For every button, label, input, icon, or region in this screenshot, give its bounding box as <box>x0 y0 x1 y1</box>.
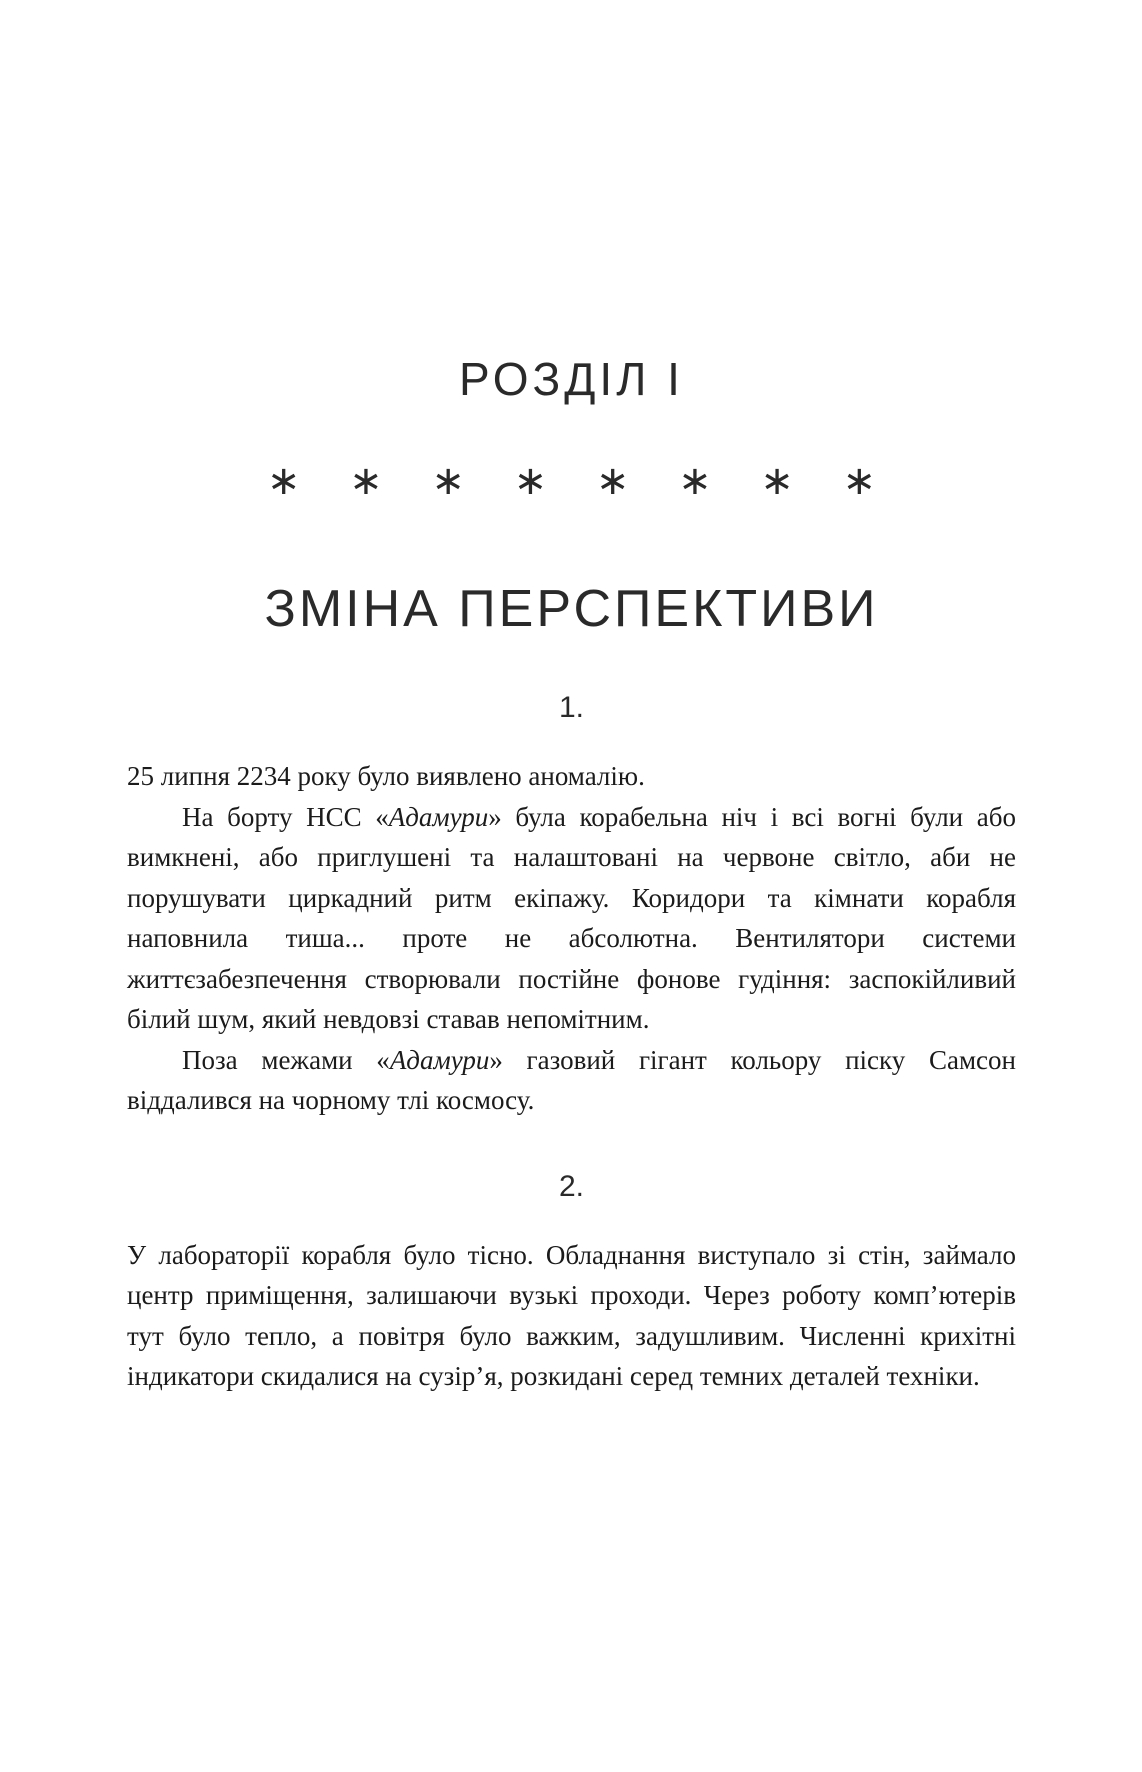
ship-name-italic: Адамури <box>388 801 489 832</box>
section-number: 2. <box>558 1169 585 1203</box>
paragraph <box>127 1040 1016 1121</box>
text-run: Поза межами « <box>182 1044 390 1075</box>
text-run: 25 липня 2234 року було виявлено аномалію. <box>127 761 645 792</box>
text-run: » газовий гігант кольору піску Самсон віддалився на чорному тлі космосу. <box>127 1044 1016 1116</box>
book-title: ЗМІНА ПЕРСПЕКТИВИ <box>264 580 879 639</box>
paragraph <box>127 756 1016 797</box>
paragraph <box>127 1235 1016 1397</box>
paragraph <box>127 797 1016 1040</box>
sections-container <box>127 690 1016 1397</box>
text-run: » була корабельна ніч і всі вогні були або вимкнені, або приглушені та налаштовані на червоне світло, аби не порушувати циркадний ритм екіпажу. Коридори та кімнати корабля наповнила тиша... проте не абсолютна. Вентилятори системи життєзабезпечення створювали постійне фонове гудіння: заспокійливий білий шум, який невдовзі ставав непомітним. <box>127 801 1016 1035</box>
text-run: На борту НСС « <box>182 801 389 832</box>
ship-name-italic: Адамури <box>389 1044 490 1075</box>
chapter-heading: РОЗДІЛ І <box>459 353 684 405</box>
section-number: 1. <box>558 691 585 725</box>
separator-asterisks: ∗ ∗ ∗ ∗ ∗ ∗ ∗ ∗ <box>266 458 895 505</box>
text-run: У лабораторії корабля було тісно. Обладнання виступало зі стін, займало центр приміщення, залишаючи вузькі проходи. Через роботу комп’ютерів тут було тепло, а повітря було важким, задушливим. Численні крихітні індикатори скидалися на сузір’я, розкидані серед темних деталей техніки. <box>127 1239 1016 1392</box>
